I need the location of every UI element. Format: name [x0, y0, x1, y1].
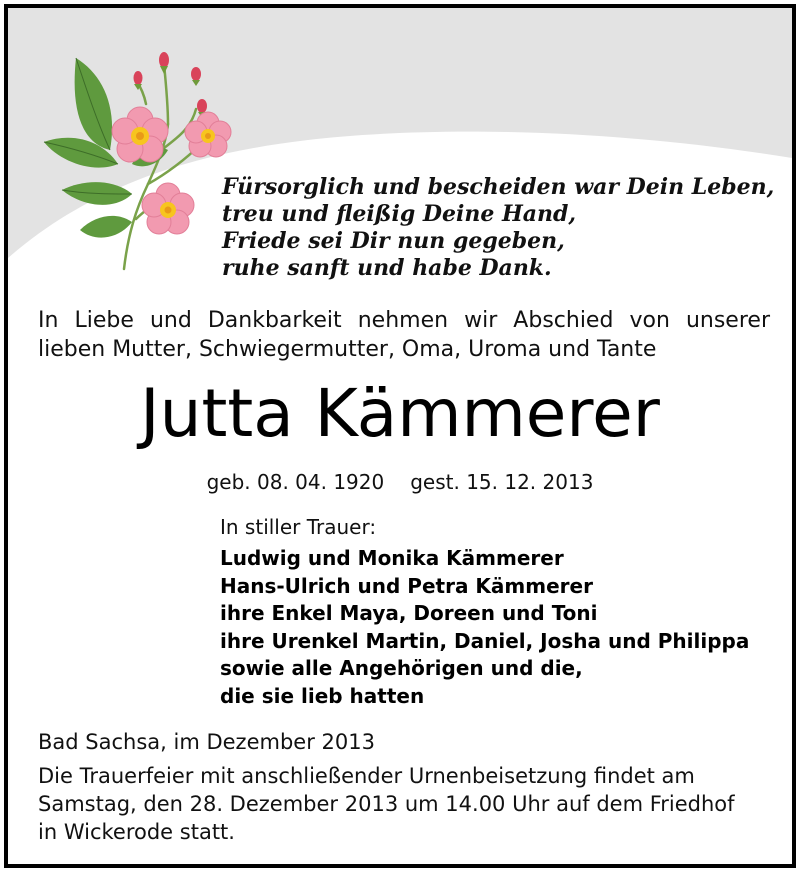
mourner-line: Hans-Ulrich und Petra Kämmerer: [220, 573, 593, 598]
ceremony-line: in Wickerode statt.: [38, 820, 235, 844]
place-date: Bad Sachsa, im Dezember 2013: [38, 730, 375, 754]
poem: [222, 174, 775, 282]
intro-text: [38, 306, 770, 364]
ceremony-notice: [38, 762, 778, 846]
death-date: gest. 15. 12. 2013: [410, 470, 594, 494]
intro-line: In Liebe und Dankbarkeit nehmen wir Abschied von unserer: [38, 308, 770, 333]
mourner-line: ihre Enkel Maya, Doreen und Toni: [220, 601, 598, 625]
ceremony-line: Die Trauerfeier mit anschließender Urnenbeisetzung findet am: [38, 764, 695, 788]
poem-line: Fürsorglich und bescheiden war Dein Leben,: [222, 174, 775, 200]
mourner-line: Ludwig und Monika Kämmerer: [220, 546, 564, 570]
life-dates: [8, 468, 792, 496]
wild-rose-icon: [36, 44, 246, 274]
birth-date: geb. 08. 04. 1920: [206, 470, 385, 494]
poem-line: Friede sei Dir nun gegeben,: [222, 228, 565, 254]
mourner-line: ihre Urenkel Martin, Daniel, Josha und Philippa: [220, 628, 750, 653]
mourner-line: die sie lieb hatten: [220, 683, 425, 708]
intro-line: lieben Mutter, Schwiegermutter, Oma, Uroma und Tante: [38, 337, 657, 362]
mourning-label: In stiller Trauer:: [220, 515, 377, 539]
ceremony-line: Samstag, den 28. Dezember 2013 um 14.00 Uhr auf dem Friedhof: [38, 792, 735, 816]
obituary-card: [4, 4, 796, 868]
mourners-list: [220, 545, 780, 710]
poem-line: ruhe sanft und habe Dank.: [222, 255, 552, 281]
deceased-name: Jutta Kämmerer: [140, 375, 660, 452]
mourner-line: sowie alle Angehörigen und die,: [220, 656, 583, 680]
poem-line: treu und fleißig Deine Hand,: [222, 201, 577, 227]
